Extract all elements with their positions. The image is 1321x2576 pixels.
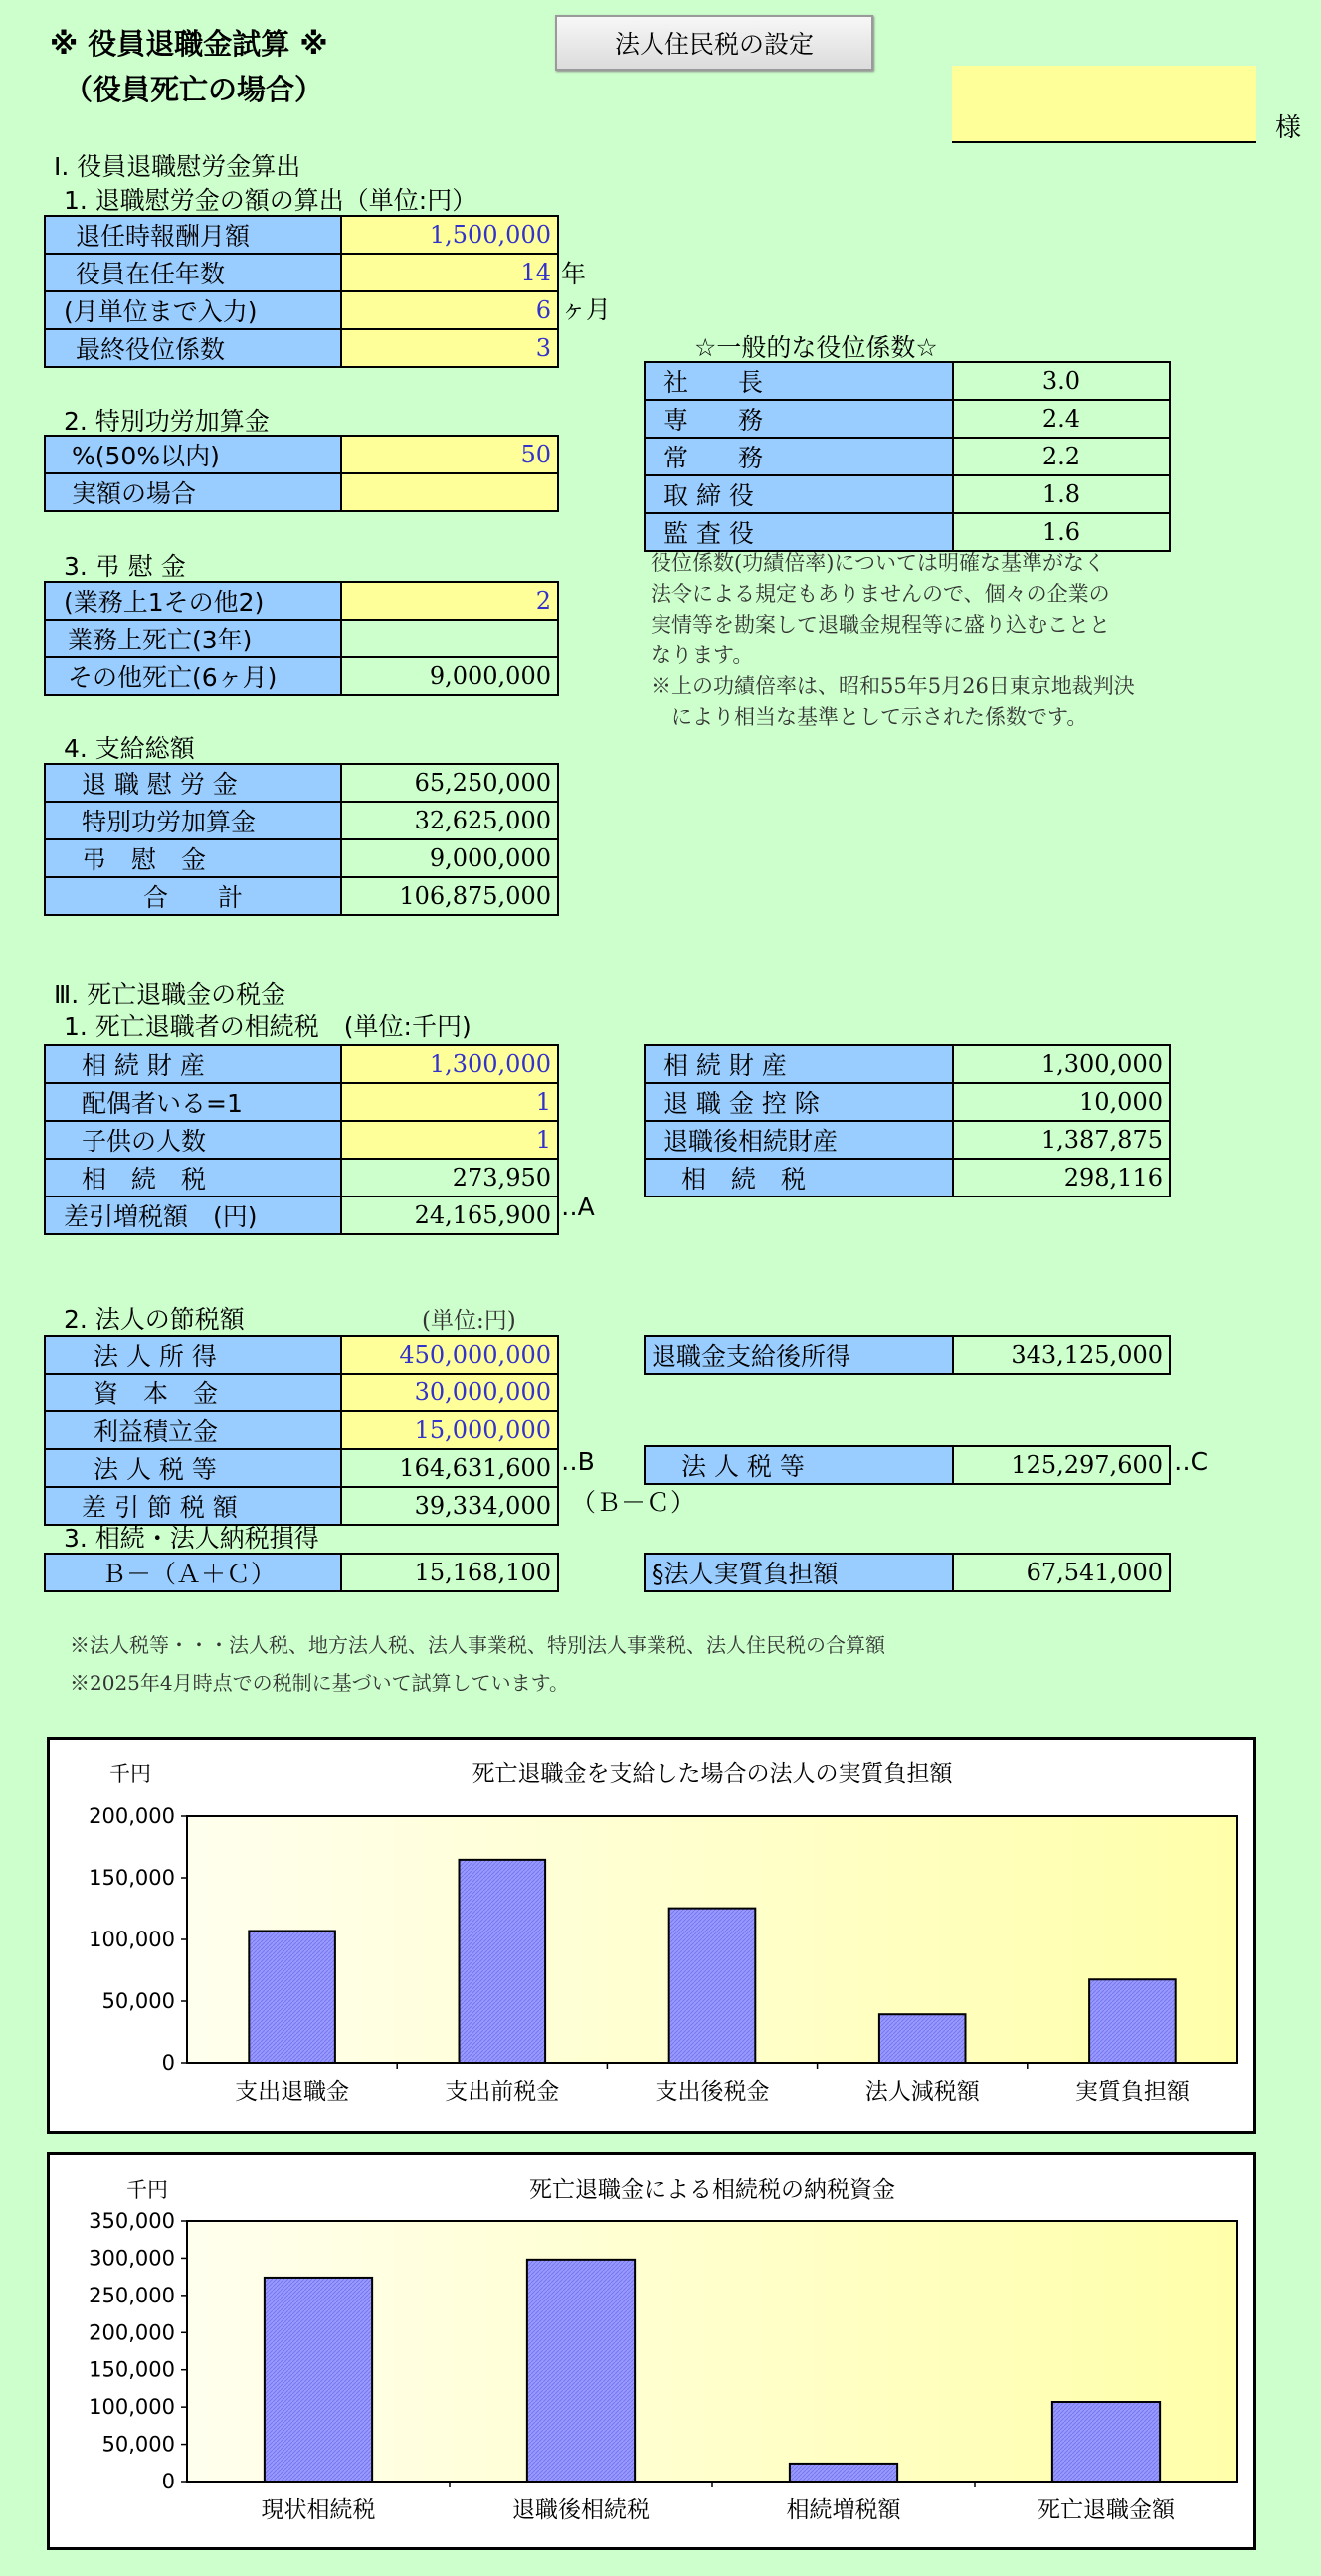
- tax-increase-label: 差引増税額 (円): [45, 1196, 341, 1234]
- director-value: 1.8: [953, 475, 1170, 513]
- table-row: [45, 839, 558, 877]
- b-minus-c-formula: （Ｂ－Ｃ）: [571, 1488, 696, 1517]
- effective-burden-value: 67,541,000: [953, 1554, 1170, 1591]
- inheritance-heading: 1. 死亡退職者の相続税 (単位:千円): [64, 1012, 472, 1041]
- tax-increase-value: 24,165,900: [341, 1196, 558, 1234]
- table-row: [45, 764, 558, 802]
- y-tick-label: 0: [161, 2470, 175, 2493]
- monthly-salary-input[interactable]: 1,500,000: [341, 216, 558, 254]
- y-tick-label: 100,000: [89, 1928, 175, 1951]
- table-row: [45, 329, 558, 367]
- retirement-deduction-label: 退 職 金 控 除: [645, 1083, 953, 1121]
- table-row: [45, 1045, 558, 1083]
- inheritance-tax-right-label: 相 続 税: [645, 1159, 953, 1196]
- table-row: [645, 1554, 1170, 1591]
- note-line: 法令による規定もありませんので、個々の企業の: [651, 582, 1110, 606]
- auditor-label: 監 査 役: [645, 513, 953, 551]
- x-tick-label: 支出退職金: [235, 2079, 350, 2105]
- capital-input[interactable]: 30,000,000: [341, 1374, 558, 1411]
- post-retirement-estate-value: 1,387,875: [953, 1121, 1170, 1159]
- table-row: [645, 1083, 1170, 1121]
- table-row: [45, 657, 558, 695]
- post-retirement-income-table: [644, 1335, 1171, 1375]
- bar: [265, 2278, 372, 2482]
- table-row: [45, 216, 558, 254]
- merit-percent-label: %(50%以内): [45, 436, 341, 473]
- senior-md-value: 2.4: [953, 400, 1170, 438]
- table-row: [645, 475, 1170, 513]
- table-row: [45, 254, 558, 291]
- x-tick-label: 支出後税金: [655, 2079, 770, 2105]
- note-line: により相当な基準として示された係数です。: [651, 705, 1088, 729]
- y-tick-label: 100,000: [89, 2395, 175, 2420]
- position-coefficient-label: 最終役位係数: [45, 329, 341, 367]
- bar: [460, 1860, 546, 2063]
- table-row: [45, 436, 558, 473]
- position-coefficient-input[interactable]: 3: [341, 329, 558, 367]
- y-tick-label: 250,000: [89, 2283, 175, 2307]
- condolence-value: 9,000,000: [341, 839, 558, 877]
- children-input[interactable]: 1: [341, 1121, 558, 1159]
- retirement-deduction-value: 10,000: [953, 1083, 1170, 1121]
- corporate-burden-chart-svg: [50, 1740, 1259, 2137]
- bar: [669, 1909, 756, 2063]
- y-axis-label: 千円: [109, 1762, 151, 1786]
- b-minus-a-plus-c-value: 15,168,100: [341, 1554, 558, 1591]
- merit-percent-input[interactable]: 50: [341, 436, 558, 473]
- allowance-label: 退 職 慰 労 金: [45, 764, 341, 802]
- condolence-type-label: (業務上1その他2): [45, 582, 341, 620]
- y-tick-label: 150,000: [89, 2357, 175, 2382]
- retained-earnings-input[interactable]: 15,000,000: [341, 1411, 558, 1449]
- total-payment-table: [44, 763, 559, 916]
- special-merit-value: 32,625,000: [341, 802, 558, 839]
- merit-actual-input[interactable]: [341, 473, 558, 511]
- section3-heading: Ⅲ. 死亡退職金の税金: [54, 980, 286, 1009]
- duty-death-label: 業務上死亡(3年): [45, 620, 341, 657]
- table-row: [645, 362, 1170, 400]
- y-tick-label: 50,000: [101, 2432, 175, 2457]
- chart-title: 死亡退職金を支給した場合の法人の実質負担額: [472, 1761, 953, 1787]
- sub3-heading: 3. 弔 慰 金: [64, 552, 186, 581]
- bar: [1089, 1979, 1176, 2063]
- coefficient-note: [651, 548, 1135, 733]
- marker-b: ‥B: [561, 1447, 595, 1476]
- table-row: [45, 877, 558, 915]
- inheritance-tax-right-value: 298,116: [953, 1159, 1170, 1196]
- children-label: 子供の人数: [45, 1121, 341, 1159]
- md-value: 2.2: [953, 438, 1170, 475]
- allowance-value: 65,250,000: [341, 764, 558, 802]
- spouse-input[interactable]: 1: [341, 1083, 558, 1121]
- tenure-months-label: (月単位まで入力): [45, 291, 341, 329]
- post-retirement-tax-table: [644, 1445, 1171, 1485]
- estate-right-label: 相 続 財 産: [645, 1045, 953, 1083]
- net-tax-saving-label: 差 引 節 税 額: [45, 1487, 341, 1525]
- page-title: ※ 役員退職金試算 ※: [50, 27, 328, 61]
- y-tick-label: 0: [161, 2051, 175, 2075]
- inheritance-tax-label: 相 続 税: [45, 1159, 341, 1196]
- post-retirement-estate-label: 退職後相続財産: [645, 1121, 953, 1159]
- bar: [790, 2464, 897, 2482]
- corporate-saving-heading: 2. 法人の節税額: [64, 1305, 245, 1334]
- post-retirement-income-value: 343,125,000: [953, 1336, 1170, 1374]
- coefficient-table: [644, 361, 1171, 552]
- marker-c: ‥C: [1174, 1447, 1209, 1476]
- special-merit-table: [44, 435, 559, 512]
- table-row: [45, 291, 558, 329]
- coefficient-heading: ☆一般的な役位係数☆: [694, 333, 938, 362]
- y-tick-label: 200,000: [89, 1804, 175, 1828]
- bar: [879, 2014, 966, 2063]
- table-row: [645, 1121, 1170, 1159]
- net-tax-saving-value: 39,334,000: [341, 1487, 558, 1525]
- table-row: [45, 802, 558, 839]
- bar: [249, 1931, 335, 2063]
- x-tick-label: 退職後相続税: [512, 2497, 650, 2523]
- y-tick-label: 350,000: [89, 2209, 175, 2233]
- table-row: [45, 1554, 558, 1591]
- corporate-taxes-label: 法 人 税 等: [45, 1449, 341, 1487]
- y-tick-label: 50,000: [101, 1989, 175, 2013]
- sub2-heading: 2. 特別功労加算金: [64, 407, 270, 436]
- director-label: 取 締 役: [645, 475, 953, 513]
- table-row: [645, 1446, 1170, 1484]
- inheritance-right-table: [644, 1044, 1171, 1197]
- table-row: [645, 1045, 1170, 1083]
- profit-loss-heading: 3. 相続・法人納税損得: [64, 1524, 319, 1553]
- corporate-burden-chart: [47, 1737, 1256, 2134]
- x-tick-label: 支出前税金: [445, 2079, 560, 2105]
- b-minus-a-plus-c-label: Ｂ－（Ａ＋Ｃ）: [45, 1554, 341, 1591]
- table-row: [645, 400, 1170, 438]
- y-tick-label: 150,000: [89, 1866, 175, 1890]
- table-row: [45, 1374, 558, 1411]
- corporate-tax-table: [44, 1335, 559, 1526]
- x-tick-label: 死亡退職金額: [1038, 2497, 1175, 2523]
- footnote-taxes: ※法人税等・・・法人税、地方法人税、法人事業税、特別法人事業税、法人住民税の合算額: [70, 1633, 885, 1657]
- tenure-years-input[interactable]: 14: [341, 254, 558, 291]
- y-axis-label: 千円: [126, 2178, 168, 2202]
- page-subtitle: （役員死亡の場合）: [64, 73, 324, 106]
- x-tick-label: 相続増税額: [786, 2497, 901, 2523]
- spouse-label: 配偶者いる=1: [45, 1083, 341, 1121]
- table-row: [645, 438, 1170, 475]
- table-row: [45, 1411, 558, 1449]
- senior-md-label: 専 務: [645, 400, 953, 438]
- note-line: 実情等を勘案して退職金規程等に盛り込むことと: [651, 613, 1110, 637]
- table-row: [645, 513, 1170, 551]
- estate-right-value: 1,300,000: [953, 1045, 1170, 1083]
- merit-actual-label: 実額の場合: [45, 473, 341, 511]
- month-unit: ヶ月: [561, 295, 612, 324]
- year-unit: 年: [561, 260, 587, 288]
- tenure-months-input[interactable]: 6: [341, 291, 558, 329]
- retained-earnings-label: 利益積立金: [45, 1411, 341, 1449]
- grand-total-label: 合 計: [45, 877, 341, 915]
- note-line: なります。: [651, 644, 754, 667]
- x-tick-label: 現状相続税: [261, 2497, 376, 2523]
- other-death-label: その他死亡(6ヶ月): [45, 657, 341, 695]
- bar: [527, 2260, 635, 2482]
- post-retirement-tax-value: 125,297,600: [953, 1446, 1170, 1484]
- condolence-label: 弔 慰 金: [45, 839, 341, 877]
- table-row: [645, 1159, 1170, 1196]
- estate-input[interactable]: 1,300,000: [341, 1045, 558, 1083]
- inheritance-left-table: [44, 1044, 559, 1235]
- tenure-years-label: 役員在任年数: [45, 254, 341, 291]
- post-retirement-income-label: 退職金支給後所得: [645, 1336, 953, 1374]
- table-row: [645, 1336, 1170, 1374]
- table-row: [45, 1121, 558, 1159]
- table-row: [45, 1159, 558, 1196]
- corporate-resident-tax-settings-button[interactable]: 法人住民税の設定: [555, 15, 873, 71]
- condolence-type-input[interactable]: 2: [341, 582, 558, 620]
- table-row: [45, 1449, 558, 1487]
- capital-label: 資 本 金: [45, 1374, 341, 1411]
- grand-total-value: 106,875,000: [341, 877, 558, 915]
- table-row: [45, 1083, 558, 1121]
- note-line: 役位係数(功績倍率)については明確な基準がなく: [651, 551, 1105, 575]
- corporate-saving-unit: (単位:円): [422, 1308, 516, 1334]
- section1-heading: Ⅰ. 役員退職慰労金算出: [54, 152, 301, 181]
- table-row: [45, 1196, 558, 1234]
- x-tick-label: 実質負担額: [1074, 2079, 1190, 2105]
- table-row: [45, 473, 558, 511]
- retirement-allowance-table: [44, 215, 559, 368]
- profit-loss-table: [44, 1553, 559, 1592]
- honorific-label: 様: [1275, 113, 1302, 143]
- post-retirement-tax-label: 法 人 税 等: [645, 1446, 953, 1484]
- estate-label: 相 続 財 産: [45, 1045, 341, 1083]
- marker-a: ‥A: [561, 1193, 595, 1221]
- sub1-heading: 1. 退職慰労金の額の算出（単位:円）: [64, 186, 477, 215]
- auditor-value: 1.6: [953, 513, 1170, 551]
- corporate-taxes-value: 164,631,600: [341, 1449, 558, 1487]
- table-row: [45, 1336, 558, 1374]
- y-tick-label: 300,000: [89, 2246, 175, 2271]
- condolence-table: [44, 581, 559, 696]
- corporate-income-input[interactable]: 450,000,000: [341, 1336, 558, 1374]
- note-line: ※上の功績倍率は、昭和55年5月26日東京地裁判決: [651, 674, 1135, 698]
- sub4-heading: 4. 支給総額: [64, 734, 195, 763]
- footnote-date: ※2025年4月時点での税制に基づいて試算しています。: [70, 1671, 570, 1695]
- inheritance-funds-chart-svg: [50, 2155, 1259, 2553]
- x-tick-label: 法人減税額: [864, 2079, 980, 2105]
- y-tick-label: 200,000: [89, 2320, 175, 2345]
- client-name-input[interactable]: [952, 66, 1256, 143]
- bar: [1052, 2402, 1160, 2482]
- inheritance-tax-value: 273,950: [341, 1159, 558, 1196]
- effective-burden-table: [644, 1553, 1171, 1592]
- inheritance-funds-chart: [47, 2152, 1256, 2550]
- corporate-income-label: 法 人 所 得: [45, 1336, 341, 1374]
- other-death-value: 9,000,000: [341, 657, 558, 695]
- monthly-salary-label: 退任時報酬月額: [45, 216, 341, 254]
- duty-death-value: [341, 620, 558, 657]
- president-value: 3.0: [953, 362, 1170, 400]
- president-label: 社 長: [645, 362, 953, 400]
- table-row: [45, 620, 558, 657]
- chart-title: 死亡退職金による相続税の納税資金: [529, 2177, 895, 2203]
- effective-burden-label: §法人実質負担額: [645, 1554, 953, 1591]
- special-merit-label: 特別功労加算金: [45, 802, 341, 839]
- md-label: 常 務: [645, 438, 953, 475]
- table-row: [45, 582, 558, 620]
